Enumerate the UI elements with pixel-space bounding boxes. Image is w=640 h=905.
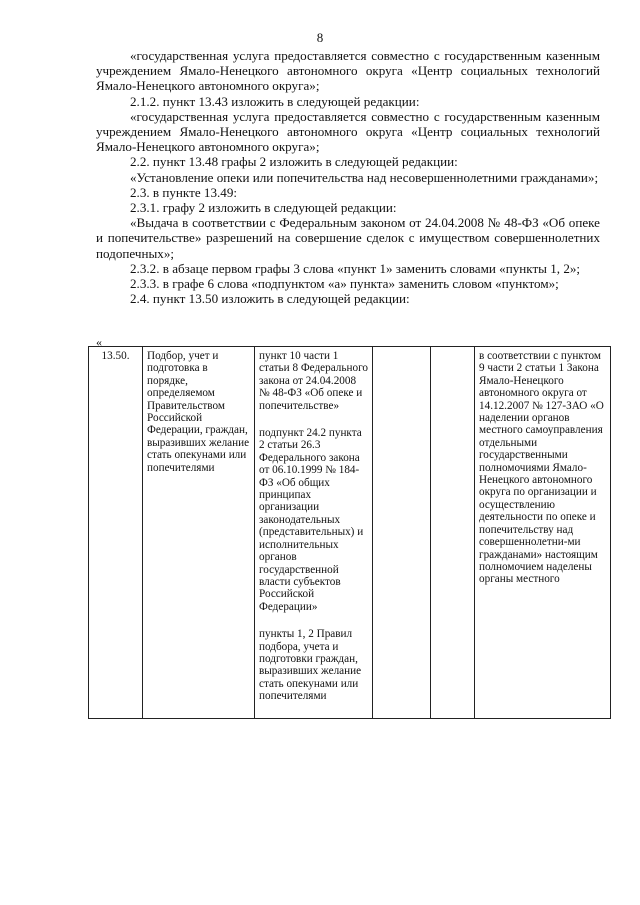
paragraph-6: 2.3. в пункте 13.49:: [130, 184, 238, 200]
paragraph-10: 2.3.3. в графе 6 слова «подпунктом «а» пункта» заменить словом «пунктом»;: [130, 276, 559, 292]
cell-note: в соответствии с пунктом 9 части 2 статьи 1 Закона Ямало-Ненецкого автономного округа от 14.12.2007 № 127-ЗАО «О наделении органов местного самоуправления отдельными государственными полномочиями Ямало-Ненецкого автономного округа по организации и осуществлению деятельности по опеке и попечительству над совершеннолетни-ми гражданами» настоящим полномочием наделены органы местного: [475, 347, 611, 719]
paragraph-8: «Выдача в соответствии с Федеральным законом от 24.04.2008 № 48-ФЗ «Об опеке и попечительстве» разрешений на совершение сделок с имуществом совершеннолетних подопечных»;: [96, 215, 600, 261]
paragraph-2: 2.1.2. пункт 13.43 изложить в следующей редакции:: [130, 93, 420, 109]
cell-number: 13.50.: [89, 347, 143, 719]
cell-col5: [431, 347, 475, 719]
service-table: [88, 346, 611, 719]
paragraph-7: 2.3.1. графу 2 изложить в следующей редакции:: [130, 200, 397, 216]
paragraph-11: 2.4. пункт 13.50 изложить в следующей редакции:: [130, 291, 410, 307]
table-row: [89, 347, 611, 719]
legal-basis-2: подпункт 24.2 пункта 2 статьи 26.3 Федерального закона от 06.10.1999 № 184-ФЗ «Об общих принципах организации законодательных (представительных) и исполнительных органов государственной власти субъектов Российской Федерации»: [259, 427, 364, 613]
cell-service-name: Подбор, учет и подготовка в порядке, определяемом Правительством Российской Федерации, граждан, выразивших желание стать опекунами или попечителями: [143, 347, 255, 719]
paragraph-3: «государственная услуга предоставляется совместно с государственным казенным учреждением Ямало-Ненецкого автономного округа «Центр социальных технологий Ямало-Ненецкого автономного округа»;: [96, 108, 600, 155]
paragraph-4: 2.2. пункт 13.48 графы 2 изложить в следующей редакции:: [130, 154, 458, 170]
legal-basis-1: пункт 10 части 1 статьи 8 Федерального закона от 24.04.2008 № 48-ФЗ «Об опеке и попечительстве»: [259, 350, 368, 412]
paragraph-1: «государственная услуга предоставляется совместно с государственным казенным учреждением Ямало-Ненецкого автономного округа «Центр социальных технологий Ямало-Ненецкого автономного округа»;: [96, 48, 600, 94]
cell-col4: [373, 347, 431, 719]
body-text: [96, 48, 600, 306]
paragraph-9: 2.3.2. в абзаце первом графы 3 слова «пункт 1» заменить словами «пункты 1, 2»;: [130, 260, 581, 276]
legal-basis-3: пункты 1, 2 Правил подбора, учета и подготовки граждан, выразивших желание стать опекунами или попечителями: [259, 628, 362, 703]
paragraph-5: «Установление опеки или попечительства над несовершеннолетними гражданами»;: [130, 169, 599, 185]
open-quote: «: [96, 335, 102, 349]
page-number: 8: [316, 30, 324, 45]
cell-legal-basis: [255, 347, 373, 719]
